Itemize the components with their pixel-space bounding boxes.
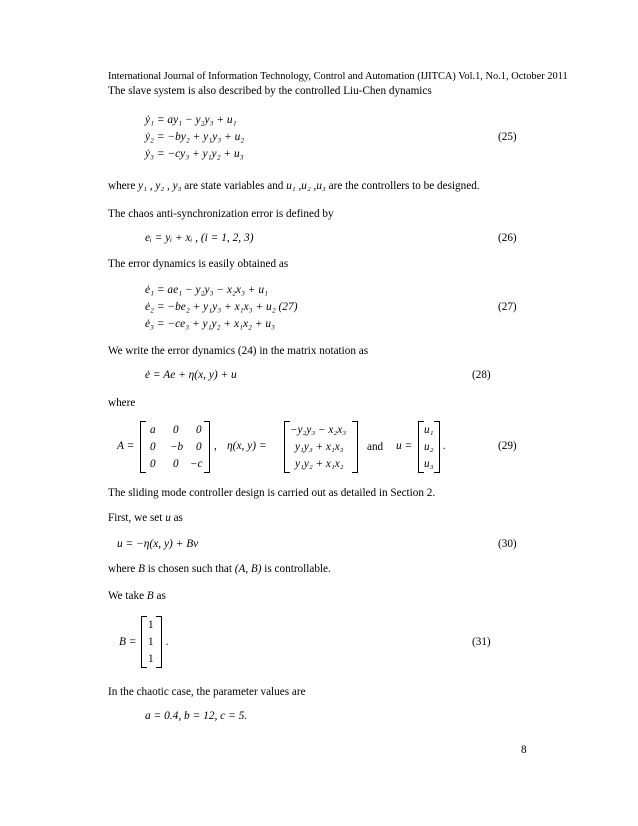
paragraph-first-set-u	[108, 512, 183, 524]
matrix-A-label: A =	[117, 440, 135, 452]
period: .	[443, 440, 446, 452]
math-inline: B	[146, 590, 154, 602]
math-inline: B	[138, 563, 145, 575]
matrix-cell: 1	[148, 653, 154, 665]
equation-28: ė = Ae + η(x, y) + u	[145, 369, 237, 381]
equation-number: (26)	[498, 232, 517, 244]
paragraph-error-dynamics: The error dynamics is easily obtained as	[108, 258, 289, 270]
math-inline: y₁ , y₂ , y₃	[138, 180, 182, 192]
matrix-cell: 0	[196, 441, 202, 453]
text: as	[173, 512, 183, 524]
equation-number: (29)	[498, 440, 517, 452]
text: where	[108, 563, 136, 575]
parameter-values: a = 0.4, b = 12, c = 5.	[145, 710, 248, 722]
matrix-B	[141, 616, 162, 668]
paragraph-take-B	[108, 590, 166, 602]
text: are state variables and	[184, 180, 284, 192]
paragraph-chaotic-case: In the chaotic case, the parameter values are	[108, 686, 306, 698]
matrix-cell: a	[150, 424, 156, 436]
paragraph-where: where	[108, 397, 136, 409]
text: First, we set	[108, 512, 163, 524]
matrix-cell: −b	[170, 441, 184, 453]
matrix-cell: u₃	[424, 458, 434, 470]
matrix-cell: 0	[196, 424, 202, 436]
period: .	[166, 636, 169, 648]
matrix-cell: 0	[173, 458, 179, 470]
text: We take	[108, 590, 145, 602]
matrix-cell: 0	[150, 458, 156, 470]
math-inline: (A, B)	[234, 563, 262, 575]
matrix-cell: 0	[150, 441, 156, 453]
text: is chosen such that	[147, 563, 232, 575]
equation-line: ė₂ = −be₂ + y₁y₃ + x₁x₃ + u₂ (27)	[145, 301, 298, 313]
matrix-cell: 0	[173, 424, 179, 436]
matrix-A	[140, 421, 210, 473]
equation-line: ė₃ = −ce₃ + y₁y₂ + x₁x₂ + u₃	[145, 318, 276, 330]
matrix-eta	[284, 421, 358, 473]
matrix-cell: y₁y₃ + x₁x₃	[295, 441, 344, 453]
equation-number: (30)	[498, 538, 517, 550]
equation-line: ẏ₂ = −by₂ + y₁y₃ + u₂	[145, 131, 245, 143]
math-inline: u₁ ,u₂ ,u₃	[286, 180, 326, 192]
equation-number: (28)	[472, 369, 491, 381]
matrix-cell: 1	[148, 619, 154, 631]
paragraph-slave-system: The slave system is also described by the controlled Liu-Chen dynamics	[108, 85, 432, 97]
matrix-B-label: B =	[119, 636, 137, 648]
matrix-cell: −y₂y₃ − x₂x₃	[290, 424, 347, 436]
journal-header: International Journal of Information Technology, Control and Automation (IJITCA) Vol.1, No.1, October 2011	[108, 71, 568, 82]
equation-number: (25)	[498, 131, 517, 143]
matrix-cell: 1	[148, 636, 154, 648]
paragraph-matrix-notation: We write the error dynamics (24) in the matrix notation as	[108, 345, 369, 357]
paragraph-state-variables	[108, 180, 480, 192]
matrix-u	[418, 421, 440, 473]
text-and: and	[367, 441, 384, 453]
paragraph-error-definition: The chaos anti-synchronization error is defined by	[108, 208, 334, 220]
equation-line: ė₁ = ae₁ − y₂y₃ − x₂x₃ + u₁	[145, 284, 268, 296]
text: are the controllers to be designed.	[328, 180, 480, 192]
text: as	[156, 590, 166, 602]
page-number: 8	[521, 744, 527, 756]
paragraph-B-controllable	[108, 563, 331, 575]
equation-line: ẏ₃ = −cy₃ + y₁y₂ + u₃	[145, 148, 244, 160]
comma: ,	[214, 440, 217, 452]
equation-number: (31)	[472, 636, 491, 648]
text: where	[108, 180, 136, 192]
matrix-cell: u₂	[424, 441, 434, 453]
equation-30: u = −η(x, y) + Bv	[117, 538, 199, 550]
paragraph-sliding-mode: The sliding mode controller design is carried out as detailed in Section 2.	[108, 487, 436, 499]
math-inline: u	[165, 512, 171, 524]
equation-number: (27)	[498, 301, 517, 313]
matrix-cell: −c	[190, 458, 203, 470]
matrix-cell: y₁y₂ + x₁x₂	[295, 458, 344, 470]
equation-26: eᵢ = yᵢ + xᵢ , (i = 1, 2, 3)	[145, 232, 254, 244]
matrix-u-label: u =	[396, 440, 413, 452]
equation-line: ẏ₁ = ay₁ − y₂y₃ + u₁	[145, 114, 237, 126]
text: is controllable.	[264, 563, 331, 575]
matrix-eta-label: η(x, y) =	[227, 440, 267, 452]
matrix-cell: u₁	[424, 424, 434, 436]
